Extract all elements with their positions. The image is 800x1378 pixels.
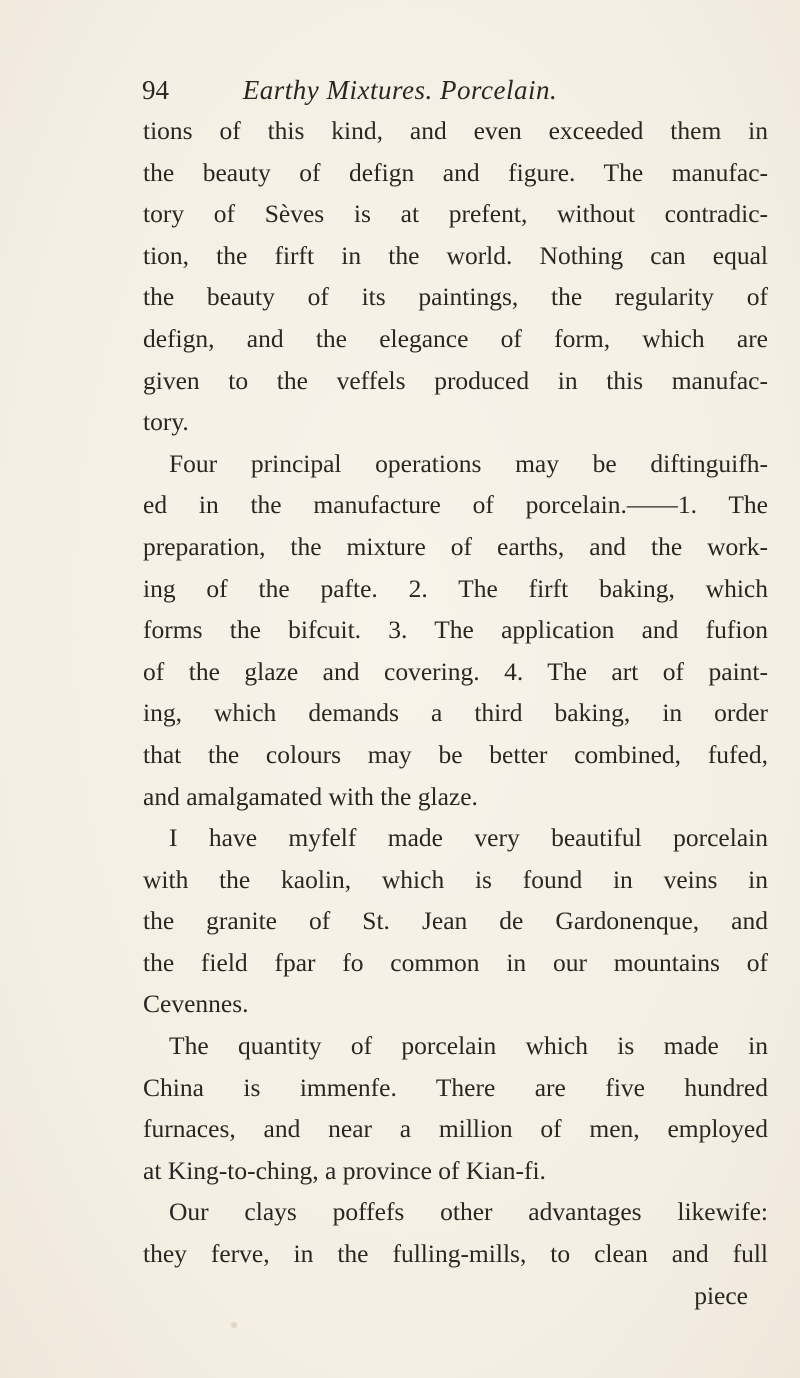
text-line: with the kaolin, which is found in veins in <box>143 864 768 894</box>
page-number: 94 <box>142 75 169 105</box>
text-line: The quantity of porcelain which is made in <box>169 1031 768 1061</box>
text-line: furnaces, and near a million of men, employed <box>143 1114 768 1144</box>
text-line: the beauty of defign and figure. The manufac- <box>143 157 768 187</box>
text-line: tory of Sèves is at prefent, without contradic- <box>143 199 768 229</box>
text-line: of the glaze and covering. 4. The art of paint- <box>143 656 768 686</box>
text-line: defign, and the elegance of form, which are <box>143 323 768 353</box>
text-line: ing, which demands a third baking, in order <box>143 698 768 728</box>
page-header <box>0 72 800 108</box>
paper-spot <box>231 1322 237 1328</box>
text-line: tion, the firft in the world. Nothing can equal <box>143 240 768 270</box>
text-line: the granite of St. Jean de Gardonenque, and <box>143 906 768 936</box>
text-line: that the colours may be better combined, fufed, <box>143 739 768 769</box>
text-line: the beauty of its paintings, the regularity of <box>143 282 768 312</box>
text-line: ing of the pafte. 2. The firft baking, which <box>143 573 768 603</box>
text-line: preparation, the mixture of earths, and the work- <box>143 531 768 561</box>
text-line: China is immenfe. There are five hundred <box>143 1072 768 1102</box>
catchword: piece <box>694 1280 748 1310</box>
text-line: I have myfelf made very beautiful porcelain <box>169 823 768 853</box>
text-line: Our clays poffefs other advantages likewife: <box>169 1197 768 1227</box>
text-line: and amalgamated with the glaze. <box>143 781 478 811</box>
running-head: Earthy Mixtures. Porcelain. <box>242 75 558 105</box>
text-line: Four principal operations may be diftinguifh- <box>169 448 768 478</box>
text-line: at King-to-ching, a province of Kian-fi. <box>143 1155 546 1185</box>
text-line: Cevennes. <box>143 989 249 1019</box>
body-text <box>143 110 768 1316</box>
text-line: tions of this kind, and even exceeded them in <box>143 116 768 145</box>
text-line: ed in the manufacture of porcelain.——1. The <box>143 490 768 520</box>
text-line: they ferve, in the fulling-mills, to clean and full <box>143 1239 768 1269</box>
text-line: given to the veffels produced in this manufac- <box>143 365 768 395</box>
text-line: tory. <box>143 407 189 437</box>
text-line: forms the bifcuit. 3. The application and fufion <box>143 615 768 645</box>
text-line: the field fpar fo common in our mountains of <box>143 947 768 977</box>
